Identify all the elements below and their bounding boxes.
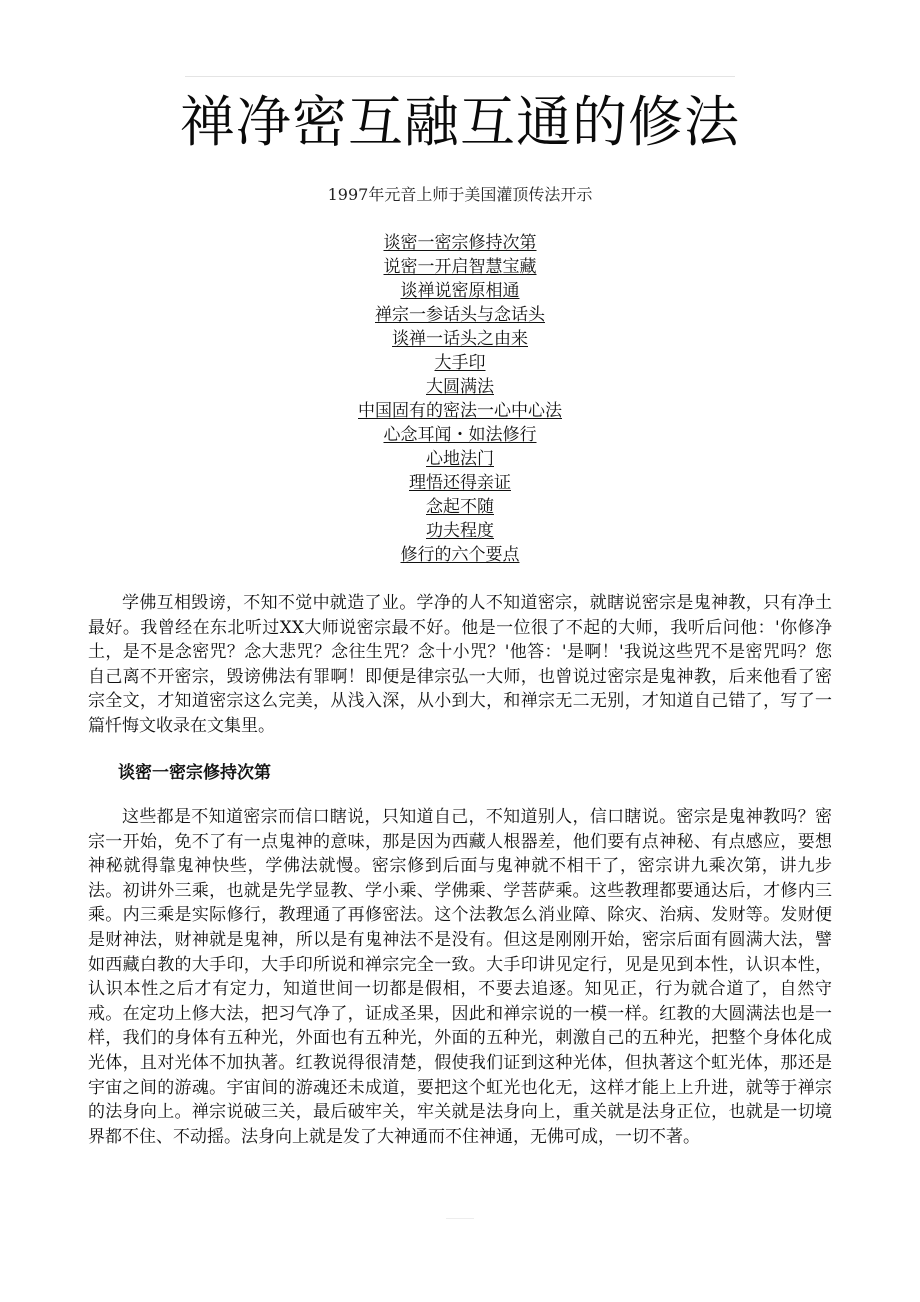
toc-link[interactable]: 中国固有的密法一心中心法 bbox=[358, 401, 562, 421]
toc-link[interactable]: 禅宗一参话头与念话头 bbox=[375, 305, 545, 325]
toc-item bbox=[0, 495, 920, 519]
toc-link[interactable]: 说密一开启智慧宝藏 bbox=[383, 257, 537, 277]
toc-item bbox=[0, 351, 920, 375]
toc-link[interactable]: 功夫程度 bbox=[426, 521, 494, 541]
toc-link[interactable]: 大手印 bbox=[434, 353, 486, 373]
section-heading: 谈密一密宗修持次第 bbox=[118, 763, 271, 783]
toc-link[interactable]: 大圆满法 bbox=[426, 377, 494, 397]
body-paragraph-2: 这些都是不知道密宗而信口瞎说，只知道自己，不知道别人，信口瞎说。密宗是鬼神教吗？密宗一开始，免不了有一点鬼神的意味，那是因为西藏人根器差，他们要有点神秘、有点感应，要想神秘就得靠鬼神快些，学佛法就慢。密宗修到后面与鬼神就不相干了，密宗讲九乘次第，讲九步法。初讲外三乘，也就是先学显教、学小乘、学佛乘、学菩萨乘。这些教理都要通达后，才修内三乘。内三乘是实际修行，教理通了再修密法。这个法教怎么消业障、除灾、治病、发财等。发财便是财神法，财神就是鬼神，所以是有鬼神法不是没有。但这是刚刚开始，密宗后面有圆满大法，譬如西藏白教的大手印，大手印所说和禅宗完全一致。大手印讲见定行，见是见到本性，认识本性，认识本性之后才有定力，知道世间一切都是假相，不要去追逐。知见正，行为就合道了，自然守戒。在定功上修大法，把习气净了，证成圣果，因此和禅宗说的一模一样。红教的大圆满法也是一样，我们的身体有五种光，外面也有五种光，外面的五种光，刺激自己的五种光，把整个身体化成光体，且对光体不加执著。红教说得很清楚，假使我们证到这种光体，但执著这个虹光体，那还是宇宙之间的游魂。宇宙间的游魂还未成道，要把这个虹光也化无，这样才能上上升进，就等于禅宗的法身向上。禅宗说破三关，最后破牢关，牢关就是法身向上，重关就是法身正位，也就是一切境界都不住、不动摇。法身向上就是发了大神通而不住神通，无佛可成，一切不著。 bbox=[88, 807, 832, 1147]
toc-item bbox=[0, 543, 920, 567]
toc-item bbox=[0, 303, 920, 327]
toc-item bbox=[0, 231, 920, 255]
toc-item bbox=[0, 471, 920, 495]
document-title: 禅净密互融互通的修法 bbox=[179, 90, 740, 154]
table-of-contents bbox=[0, 231, 920, 567]
toc-link[interactable]: 谈禅一话头之由来 bbox=[392, 329, 528, 349]
toc-item bbox=[0, 447, 920, 471]
toc-item bbox=[0, 399, 920, 423]
toc-item bbox=[0, 279, 920, 303]
header-rule bbox=[185, 76, 735, 77]
toc-item bbox=[0, 519, 920, 543]
toc-link[interactable]: 谈禅说密原相通 bbox=[400, 281, 520, 301]
toc-link[interactable]: 心地法门 bbox=[426, 449, 494, 469]
toc-link[interactable]: 修行的六个要点 bbox=[400, 545, 520, 565]
footer-rule bbox=[446, 1218, 474, 1219]
document-subtitle: 1997年元音上师于美国灌顶传法开示 bbox=[327, 185, 593, 204]
toc-item bbox=[0, 375, 920, 399]
toc-link[interactable]: 谈密一密宗修持次第 bbox=[383, 233, 537, 253]
toc-link[interactable]: 心念耳闻・如法修行 bbox=[383, 425, 537, 445]
toc-link[interactable]: 念起不随 bbox=[426, 497, 494, 517]
toc-link[interactable]: 理悟还得亲证 bbox=[409, 473, 511, 493]
body-paragraph-1: 学佛互相毁谤，不知不觉中就造了业。学净的人不知道密宗，就瞎说密宗是鬼神教，只有净土最好。我曾经在东北听过XX大师说密宗最不好。他是一位很了不起的大师，我听后问他：'你修净土，是不是念密咒？念大悲咒？念往生咒？念十小咒？'他答：'是啊！'我说这些咒不是密咒吗？您自己离不开密宗，毁谤佛法有罪啊！即便是律宗弘一大师，也曾说过密宗是鬼神教，后来他看了密宗全文，才知道密宗这么完美，从浅入深，从小到大，和禅宗无二无别，才知道自己错了，写了一篇忏悔文收录在文集里。 bbox=[88, 593, 832, 736]
toc-item bbox=[0, 423, 920, 447]
toc-item bbox=[0, 255, 920, 279]
toc-item bbox=[0, 327, 920, 351]
